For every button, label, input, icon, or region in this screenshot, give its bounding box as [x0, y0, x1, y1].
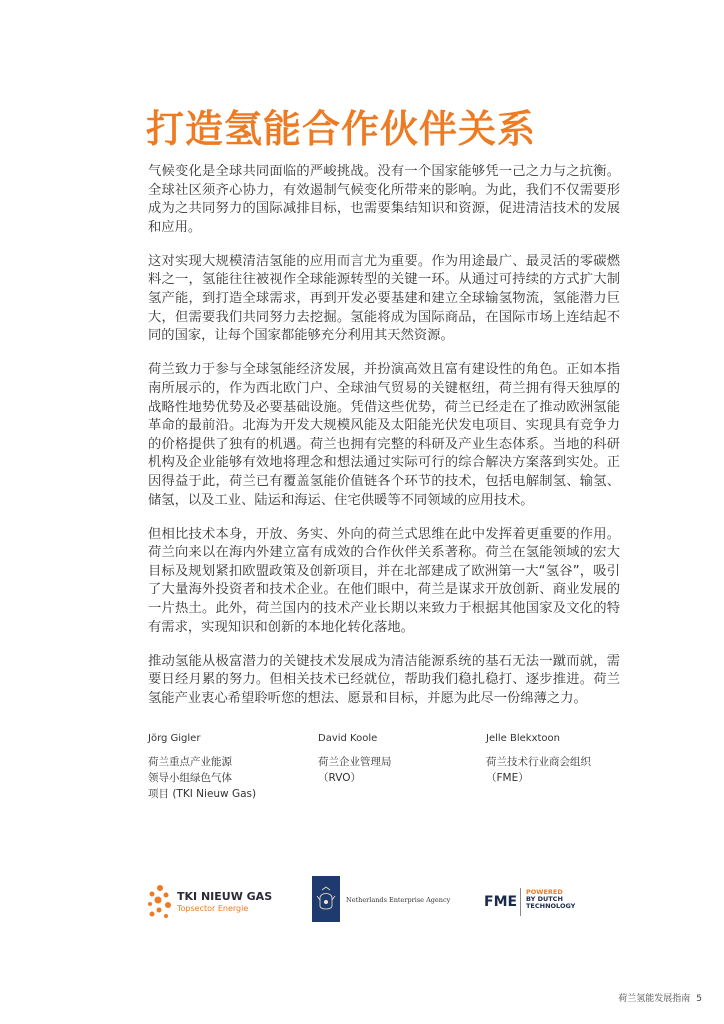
paragraph: 这对实现大规模清洁氢能的应用而言尤为重要。作为用途最广、最灵活的零碳燃料之一，氢能往往被视作全球能源转型的关键一环。从通过可持续的方式扩大制氢产能，到打造全球需求，再到开发必要基建和建立全球输氢物流，氢能潜力巨大，但需要我们共同努力去挖掘。氢能将成为国际商品，在国际市场上连结起不同的国家，让每个国家都能够充分利用其天然资源。	[148, 253, 620, 344]
signatory-name: Jörg Gigler	[148, 733, 201, 744]
signatory-name: David Koole	[318, 733, 378, 744]
signatory-role: （FME）	[486, 772, 529, 784]
paragraph: 荷兰致力于参与全球氢能经济发展，并扮演高效且富有建设性的角色。正如本指南所展示的，作为西北欧门户、全球油气贸易的关键枢纽，荷兰拥有得天独厚的战略性地势优势及必要基础设施。凭借这些优势，荷兰已经走在了推动欧洲氢能革命的最前沿。北海为开发大规模风能及太阳能光伏发电项目、实现具有竞争力的价格提供了独有的机遇。荷兰也拥有完整的科研及产业生态体系。当地的科研机构及企业能够有效地将理念和想法通过实际可行的综合解决方案落到实处。正因得益于此，荷兰已有覆盖氢能价值链各个环节的技术，包括电解制氢、输氢、储氢，以及工业、陆运和海运、住宅供暖等不同领域的应用技术。	[148, 362, 620, 508]
fme-divider	[520, 888, 521, 916]
paragraph: 但相比技术本身，开放、务实、外向的荷兰式思维在此中发挥着更重要的作用。荷兰向来以在海内外建立富有成效的合作伙伴关系著称。荷兰在氢能领域的宏大目标及规划紧扣欧盟政策及创新项目，并在北部建成了欧洲第一大“氢谷”，吸引了大量海外投资者和技术企业。在他们眼中，荷兰是谋求开放创新、商业发展的一片热土。此外，荷兰国内的技术产业长期以来致力于根据其他国家及文化的特有需求，实现知识和创新的本地化转化落地。	[148, 526, 620, 635]
paragraph: 气候变化是全球共同面临的严峻挑战。没有一个国家能够凭一己之力与之抗衡。全球社区须齐心协力，有效遏制气候变化所带来的影响。为此，我们不仅需要形成为之共同努力的国际减排目标，也需要集结知识和资源，促进清洁技术的发展和应用。	[148, 164, 620, 235]
signatory-role: 荷兰企业管理局	[318, 756, 392, 768]
fme-text: FME	[484, 894, 518, 910]
tki-dots-icon	[146, 884, 174, 920]
logo-row	[0, 876, 724, 936]
paragraph: 推动氢能从极富潜力的关键技术发展成为清洁能源系统的基石无法一蹴而就，需要日经月累的努力。但相关技术已经就位，帮助我们稳扎稳打、逐步推进。荷兰氢能产业衷心希望聆听您的想法、愿景和目标，并愿为此尽一份绵薄之力。	[148, 653, 620, 706]
signatory-blekxtoon	[486, 733, 591, 786]
page-footer	[618, 991, 702, 1004]
signatory-gigler	[148, 733, 256, 802]
signatory-role: 领导小组绿色气体	[148, 772, 232, 784]
footer-title: 荷兰氢能发展指南	[618, 994, 691, 1004]
fme-logo	[484, 886, 604, 916]
signatory-role: （RVO）	[318, 772, 361, 784]
signatory-name: Jelle Blekxtoon	[486, 733, 560, 744]
page-title: 打造氢能合作伙伴关系	[146, 107, 537, 151]
rvo-logo	[312, 876, 452, 922]
tki-title: TKI NIEUW GAS	[177, 890, 273, 903]
signatory-koole	[318, 733, 392, 786]
netherlands-crest-icon	[312, 876, 340, 922]
signatory-role: 项目 (TKI Nieuw Gas)	[148, 788, 257, 800]
body-text	[148, 163, 620, 724]
signatory-role: 荷兰技术行业商会组织	[486, 756, 591, 768]
fme-tag-line: TECHNOLOGY	[526, 902, 576, 910]
fme-tagline	[526, 889, 575, 910]
fme-tag-line: POWERED	[526, 888, 563, 896]
page-number: 5	[696, 994, 702, 1004]
fme-tag-line: BY DUTCH	[526, 895, 563, 903]
tki-nieuw-gas-logo	[146, 884, 273, 924]
signatory-role: 荷兰重点产业能源	[148, 756, 232, 768]
tki-subtitle: Topsector Energie	[177, 904, 249, 913]
rvo-text: Netherlands Enterprise Agency	[346, 896, 451, 904]
